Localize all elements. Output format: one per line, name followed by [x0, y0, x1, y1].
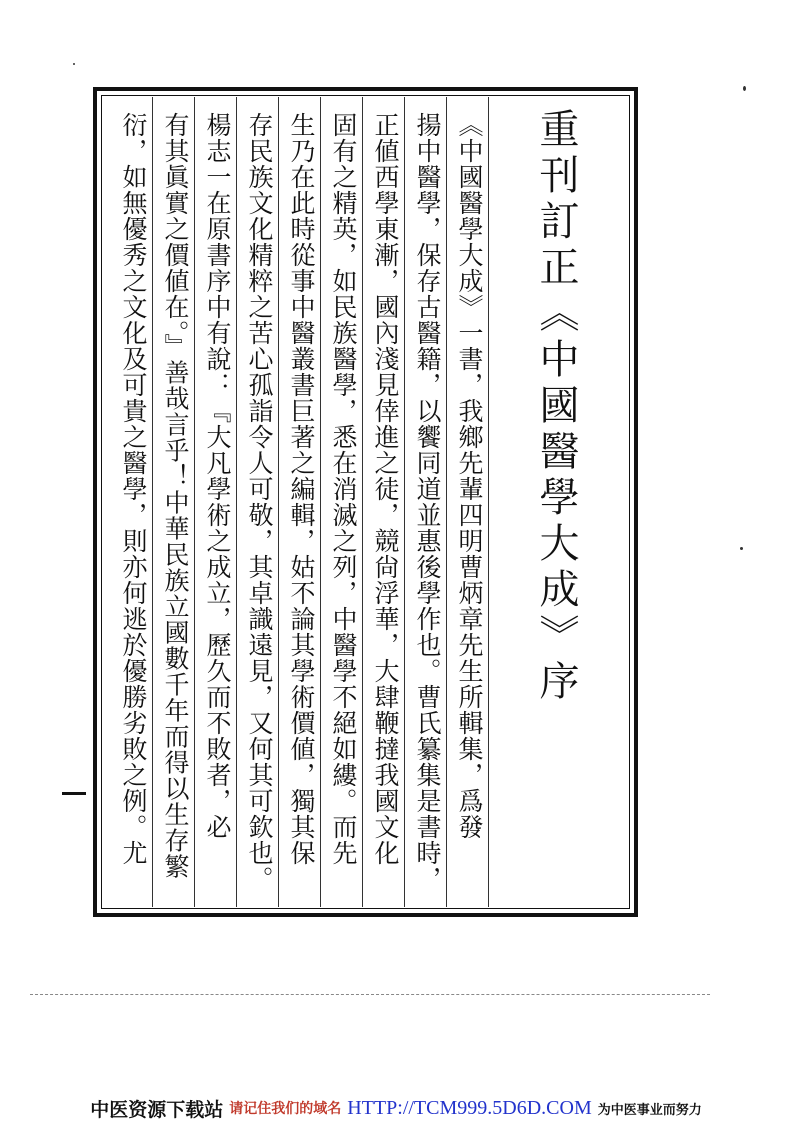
- slogan-text: 为中医事业而努力: [597, 1102, 702, 1118]
- footer-banner: [0, 1093, 792, 1123]
- column-rule: [152, 97, 153, 907]
- column-rule: [362, 97, 363, 907]
- text-column: 揚中醫學，保存古醫籍，以饗同道並惠後學作也。曹氏纂集是書時，: [413, 112, 442, 892]
- column-rule: [236, 97, 237, 907]
- column-rule: [194, 97, 195, 907]
- column-rule: [446, 97, 447, 907]
- text-column: 正値西學東漸，國內淺見倖進之徒，競尙浮華，大肆鞭撻我國文化: [371, 112, 400, 866]
- scan-edge-line: [30, 994, 710, 995]
- remember-text: 请记住我们的域名: [229, 1101, 342, 1117]
- page-title: 重刊訂正《中國醫學大成》序: [533, 108, 579, 706]
- column-rule: [320, 97, 321, 907]
- site-url-link[interactable]: HTTP://TCM999.5D6D.COM: [347, 1096, 592, 1119]
- column-rule: [278, 97, 279, 907]
- text-column: 有其眞實之價値在。』善哉言乎！中華民族立國數千年而得以生存繁: [161, 112, 190, 880]
- scan-speck: [73, 63, 75, 65]
- text-column: 衍，如無優秀之文化及可貴之醫學，則亦何逃於優勝劣敗之例。尤: [119, 112, 148, 866]
- scan-speck: [743, 86, 746, 91]
- text-column: 固有之精英，如民族醫學，悉在消滅之列，中醫學不絕如縷。而先: [329, 112, 358, 866]
- scan-speck: [740, 547, 743, 550]
- text-column: 生乃在此時從事中醫叢書巨著之編輯，姑不論其學術價値，獨其保: [287, 112, 316, 866]
- text-column: 存民族文化精粹之苦心孤詣令人可敬，其卓識遠見，又何其可欽也。: [245, 112, 274, 892]
- text-column: 《中國醫學大成》一書，我鄉先輩四明曹炳章先生所輯集，爲發: [455, 112, 484, 840]
- column-rule: [488, 97, 489, 907]
- text-column: 楊志一在原書序中有說：『大凡學術之成立，歷久而不敗者，必: [203, 112, 232, 840]
- margin-mark: [62, 792, 86, 795]
- site-name: 中医资源下载站: [90, 1098, 224, 1121]
- column-rule: [404, 97, 405, 907]
